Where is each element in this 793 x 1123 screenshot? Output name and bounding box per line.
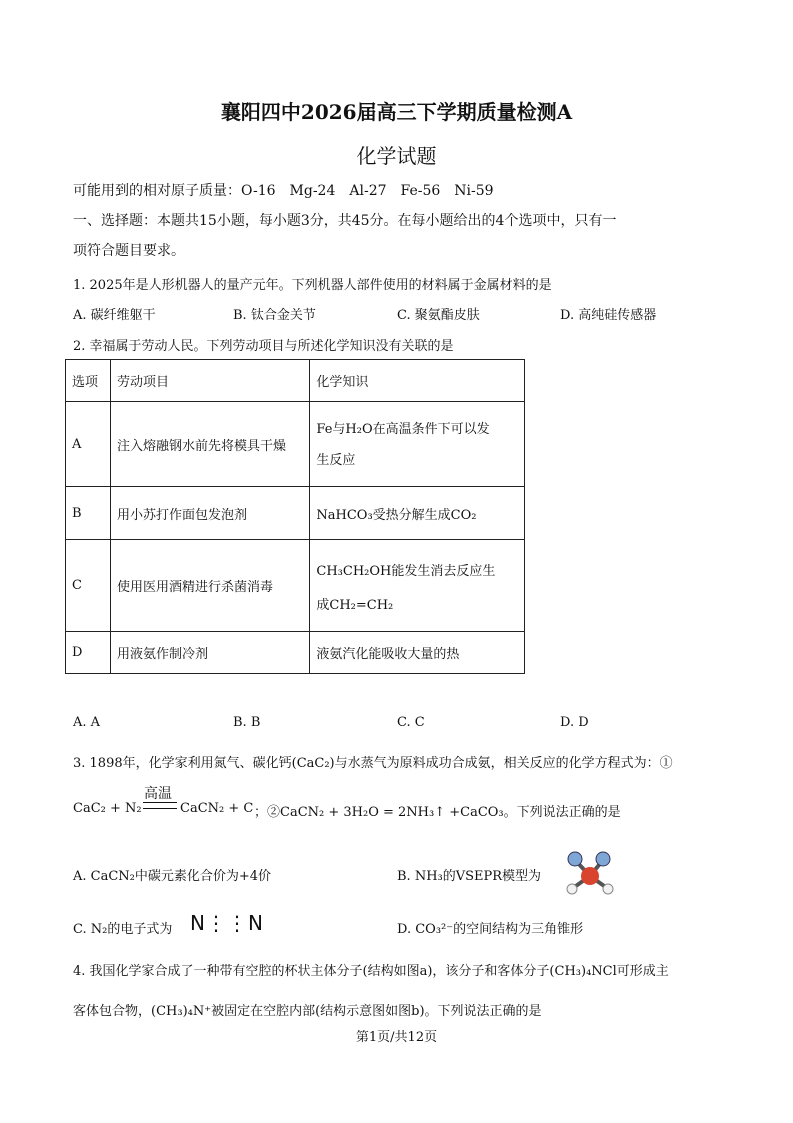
atomic-masses: 可能用到的相对原子质量：O-16 Mg-24 Al-27 Fe-56 Ni-59: [73, 183, 494, 199]
row-knowledge: [310, 540, 525, 632]
table-row: [66, 402, 525, 487]
row-option: B: [66, 487, 111, 540]
table-header-row: [66, 360, 525, 402]
row-option: C: [66, 540, 111, 632]
row-knowledge: [310, 632, 525, 674]
page-title: 襄阳四中2026届高三下学期质量检测A: [220, 100, 573, 124]
q4-line2: 客体包合物，(CH₃)₄N⁺被固定在空腔内部(结构示意图如图b)。下列说法正确的是: [73, 1004, 542, 1019]
q3-equation2: ；②CaCN₂ + 3H₂O = 2NH₃↑ +CaCO₃。下列说法正确的是: [254, 805, 621, 820]
q1-option-c: C. 聚氨酯皮肤: [397, 308, 480, 323]
q4-line1: 4. 我国化学家合成了一种带有空腔的杯状主体分子(结构如图a)，该分子和客体分子(CH₃)₄NCl可形成主: [73, 964, 669, 979]
page-subtitle: 化学试题: [356, 144, 437, 168]
q1-option-b: B. 钛合金关节: [233, 308, 316, 323]
q3-option-d: D. CO₃²⁻的空间结构为三角锥形: [397, 922, 584, 937]
q1-stem: 1. 2025年是人形机器人的量产元年。下列机器人部件使用的材料属于金属材料的是: [73, 278, 552, 293]
knowledge-line: CH₃CH₂OH能发生消去反应生: [316, 563, 496, 579]
row-task: 使用医用酒精进行杀菌消毒: [110, 540, 309, 632]
header-cell: 选项: [66, 360, 111, 402]
q2-answer-b: B. B: [233, 715, 261, 730]
equilibrium-arrow: [143, 802, 177, 809]
q2-answer-a: A. A: [73, 715, 101, 730]
q3-option-b: B. NH₃的VSEPR模型为: [397, 869, 542, 884]
table-row: [66, 632, 525, 674]
header-cell: 化学知识: [310, 360, 525, 402]
q3-stem: 3. 1898年，化学家利用氮气、碳化钙(CaC₂)与水蒸气为原料成功合成氨，相关反应的化学方程式为：①: [73, 756, 673, 771]
page-footer: 第1页/共12页: [355, 1030, 438, 1045]
vsepr-model-image: [565, 848, 615, 896]
section-heading-line1: 一、选择题：本题共15小题，每小题3分，共45分。在每小题给出的4个选项中，只有一: [73, 213, 617, 229]
n2-electron-formula: N⋮⋮N: [190, 911, 264, 935]
q2-stem: 2. 幸福属于劳动人民。下列劳动项目与所述化学知识没有关联的是: [73, 339, 454, 354]
section-heading-line2: 项符合题目要求。: [73, 243, 185, 259]
table-row: [66, 540, 525, 632]
q1-option-a: A. 碳纤维躯干: [73, 308, 156, 323]
q1-option-d: D. 高纯硅传感器: [560, 308, 657, 323]
q2-table: [65, 359, 525, 674]
knowledge-line: 生反应: [316, 453, 356, 468]
knowledge-line: 成CH₂=CH₂: [316, 597, 394, 613]
table-row: [66, 487, 525, 540]
row-task: 用液氨作制冷剂: [110, 632, 309, 674]
row-option: D: [66, 632, 111, 674]
q3-option-a: A. CaCN₂中碳元素化合价为+4价: [73, 869, 272, 884]
header-cell: 劳动项目: [110, 360, 309, 402]
q3-equation1-right: CaCN₂ + C: [180, 801, 254, 816]
q2-answer-d: D. D: [560, 715, 589, 730]
row-task: 注入熔融钢水前先将模具干燥: [110, 402, 309, 487]
q3-equation1-left: CaC₂ + N₂: [73, 801, 142, 816]
row-option: A: [66, 402, 111, 487]
row-task: 用小苏打作面包发泡剂: [110, 487, 309, 540]
knowledge-line: NaHCO₃受热分解生成CO₂: [316, 507, 477, 523]
row-knowledge: [310, 402, 525, 487]
knowledge-line: 液氨汽化能吸收大量的热: [316, 647, 460, 662]
q3-reaction-condition: 高温: [144, 786, 172, 802]
knowledge-line: Fe与H₂O在高温条件下可以发: [316, 422, 490, 437]
row-knowledge: [310, 487, 525, 540]
q3-option-c: C. N₂的电子式为: [73, 922, 173, 937]
q2-answer-c: C. C: [397, 715, 425, 730]
